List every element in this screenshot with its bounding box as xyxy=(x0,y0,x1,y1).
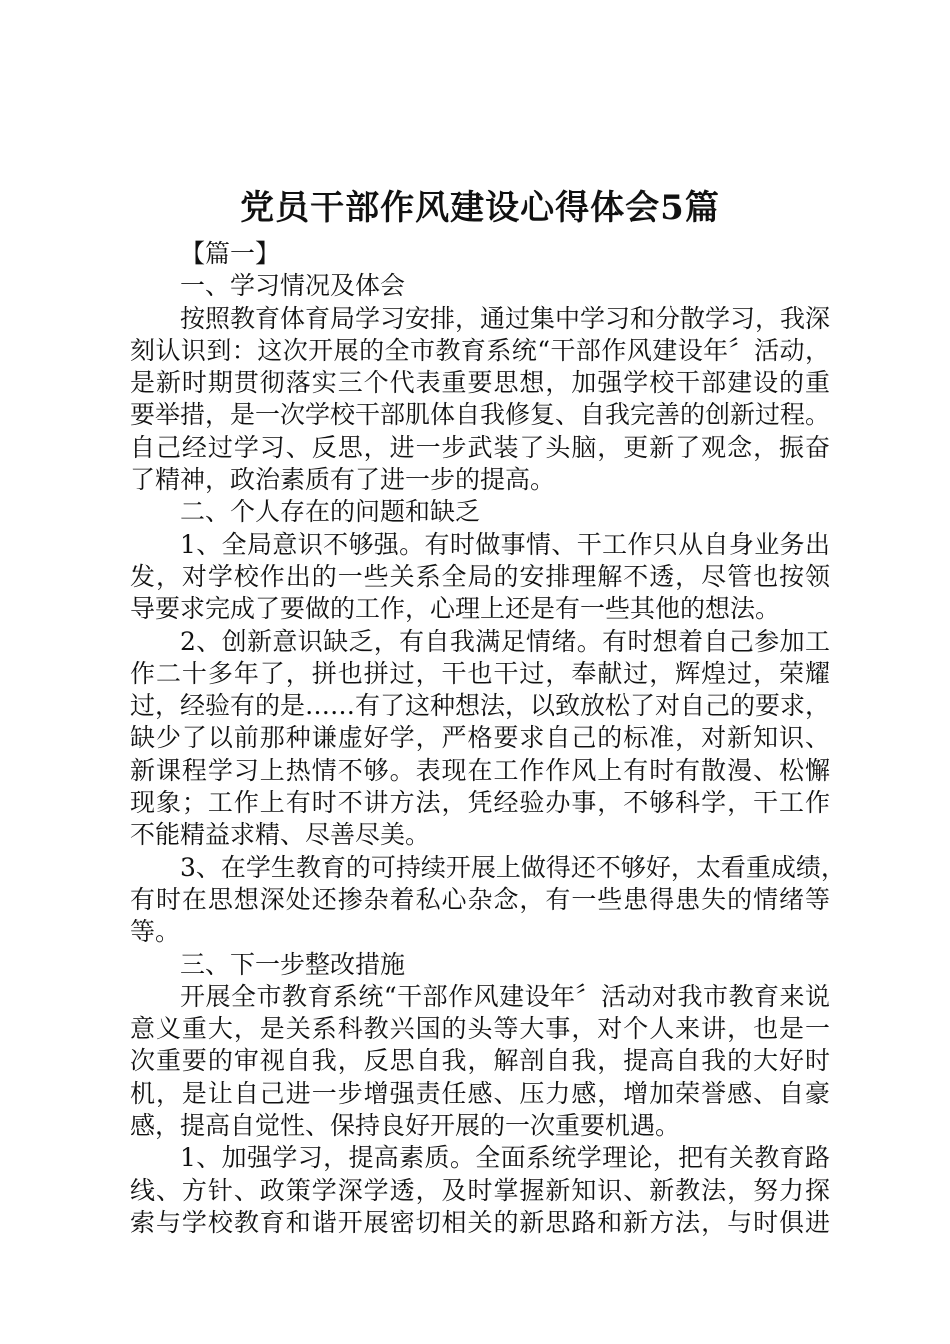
text-line: 3、在学生教育的可持续开展上做得还不够好，太看重成绩， xyxy=(180,852,846,882)
text-line: 导要求完成了要做的工作，心理上还是有一些其他的想法。 xyxy=(130,594,781,624)
text-line: 【篇一】 xyxy=(180,239,281,268)
text-line: 一、学习情况及体会 xyxy=(180,271,406,301)
text-line: 了精神，政治素质有了进一步的提高。 xyxy=(130,465,556,495)
text-line: 刻认识到：这次开展的全市教育系统“干部作风建设年〞活动， xyxy=(130,335,830,365)
document-body xyxy=(130,238,846,1239)
document-title: 党员干部作风建设心得体会5篇 xyxy=(240,188,720,228)
text-line: 1、加强学习，提高素质。全面系统学理论，把有关教育路 xyxy=(180,1143,830,1173)
text-line: 感，提高自觉性、保持良好开展的一次重要机遇。 xyxy=(130,1111,681,1141)
text-line: 作二十多年了，拼也拼过，干也干过，奉献过，辉煌过，荣耀 xyxy=(130,658,830,688)
text-line: 开展全市教育系统“干部作风建设年〞活动对我市教育来说 xyxy=(180,981,830,1011)
text-line: 等。 xyxy=(130,917,181,947)
text-line: 过，经验有的是……有了这种想法，以致放松了对自己的要求， xyxy=(130,691,831,721)
text-line: 自己经过学习、反思，进一步武装了头脑，更新了观念，振奋 xyxy=(130,432,830,462)
text-line: 线、方针、政策学深学透，及时掌握新知识、新教法，努力探 xyxy=(130,1175,830,1205)
text-line: 意义重大，是关系科教兴国的头等大事，对个人来讲，也是一 xyxy=(130,1014,830,1044)
text-line: 三、下一步整改措施 xyxy=(180,949,406,979)
text-line: 现象；工作上有时不讲方法，凭经验办事，不够科学，干工作 xyxy=(130,788,830,818)
text-line: 机，是让自己进一步增强责任感、压力感，增加荣誉感、自豪 xyxy=(130,1078,830,1108)
text-line: 有时在思想深处还掺杂着私心杂念，有一些患得患失的情绪等 xyxy=(130,884,830,914)
text-line: 索与学校教育和谐开展密切相关的新思路和新方法，与时俱进 xyxy=(130,1207,830,1237)
text-line: 发，对学校作出的一些关系全局的安排理解不透，尽管也按领 xyxy=(130,561,830,591)
text-line: 1、全局意识不够强。有时做事情、干工作只从自身业务出 xyxy=(180,529,830,559)
text-line: 是新时期贯彻落实三个代表重要思想，加强学校干部建设的重 xyxy=(130,368,830,398)
text-line: 二、个人存在的问题和缺乏 xyxy=(180,497,481,527)
text-line: 缺少了以前那种谦虚好学，严格要求自己的标准，对新知识、 xyxy=(130,723,830,753)
text-line: 次重要的审视自我，反思自我，解剖自我，提高自我的大好时 xyxy=(130,1046,830,1076)
text-line: 2、创新意识缺乏，有自我满足情绪。有时想着自己参加工 xyxy=(180,626,830,656)
text-line: 按照教育体育局学习安排，通过集中学习和分散学习，我深 xyxy=(180,303,831,333)
document-page xyxy=(130,182,846,1239)
text-line: 新课程学习上热情不够。表现在工作作风上有时有散漫、松懈 xyxy=(130,755,830,785)
text-line: 不能精益求精、尽善尽美。 xyxy=(130,820,431,850)
text-line: 要举措，是一次学校干部肌体自我修复、自我完善的创新过程。 xyxy=(130,400,831,430)
